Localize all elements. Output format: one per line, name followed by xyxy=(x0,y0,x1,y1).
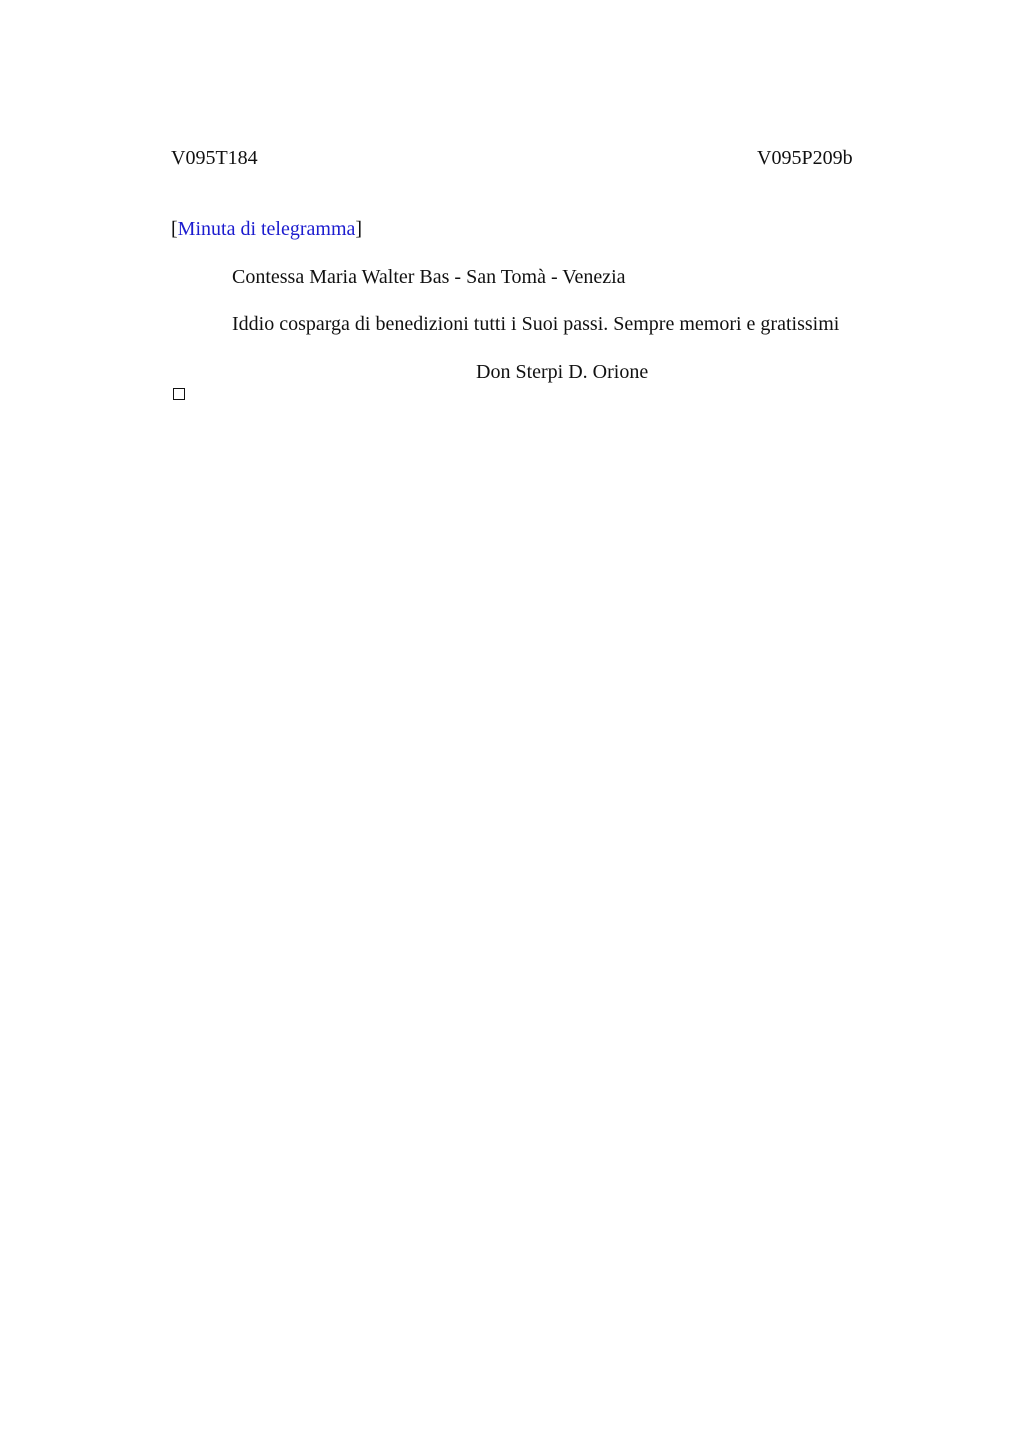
document-type-link[interactable]: Minuta di telegramma xyxy=(177,218,356,240)
telegram-signature: Don Sterpi D. Orione xyxy=(476,361,649,383)
document-type-line xyxy=(171,219,362,239)
close-bracket: ] xyxy=(355,218,363,240)
document-code-right: V095P209b xyxy=(757,147,853,169)
square-outline-icon xyxy=(173,388,185,400)
telegram-message: Iddio cosparga di benedizioni tutti i Suoi passi. Sempre memori e gratissimi xyxy=(232,313,840,335)
document-code-left: V095T184 xyxy=(171,147,258,169)
telegram-recipient: Contessa Maria Walter Bas - San Tomà - Venezia xyxy=(232,266,626,288)
open-bracket: [ xyxy=(171,218,178,240)
